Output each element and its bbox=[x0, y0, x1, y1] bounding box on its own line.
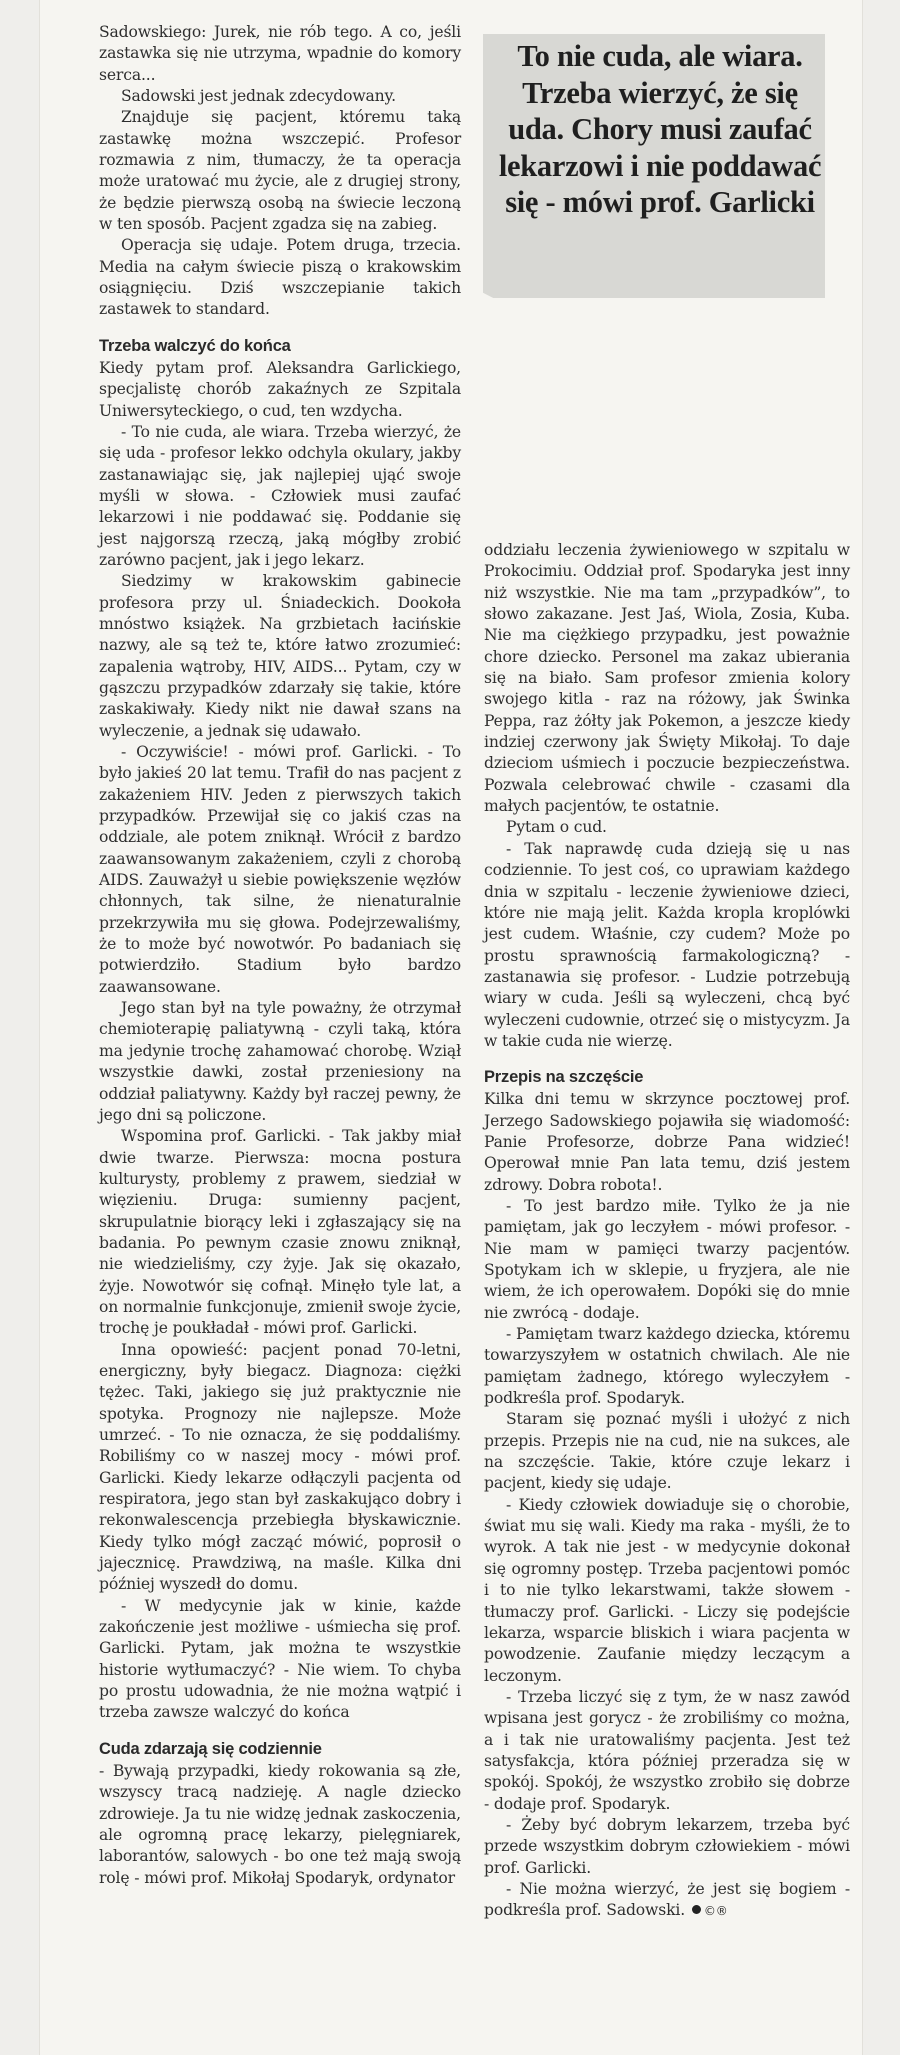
article-paragraph bbox=[484, 1495, 850, 1687]
paragraph-text: - Trzeba liczyć się z tym, że w nasz zawód wpisana jest gorycz - że zrobiliśmy co można, a i tak nie uratowaliśmy pacjenta. Jest też satysfakcja, która później przeradza się w spokój. Spokój, że wszystko zrobiło się dobrze - dodaje prof. Spodaryk. bbox=[484, 1687, 850, 1813]
paragraph-text: Znajduje się pacjent, któremu taką zastawkę można wszczepić. Profesor rozmawia z nim, tłumaczy, że ta operacja może uratować mu życie, ale z drugiej strony, że będzie pierwszą osobą na świecie leczoną w ten sposób. Pacjent zgadza się na zabieg. bbox=[99, 108, 461, 234]
paragraph-text: Sadowskiego: Jurek, nie rób tego. A co, jeśli zastawka się nie utrzyma, wpadnie do komory serca... bbox=[99, 23, 461, 84]
article-paragraph bbox=[484, 1089, 850, 1196]
article-paragraph bbox=[99, 358, 461, 422]
article-paragraph bbox=[99, 1761, 461, 1889]
right-article-column bbox=[484, 540, 850, 1923]
article-paragraph bbox=[99, 571, 461, 742]
article-paragraph bbox=[99, 22, 461, 86]
article-paragraph bbox=[484, 1815, 850, 1879]
paragraph-text: - Bywają przypadki, kiedy rokowania są złe, wszyscy tracą nadzieję. A nagle dziecko zdrowieje. Ja tu nie widzę jednak zaskoczenia, ale ogromną pracę lekarzy, pielęgniarek, laborantów, salowych - bo one też mają swoją rolę - mówi prof. Mikołaj Spodaryk, ordynator bbox=[99, 1761, 461, 1887]
paragraph-text: - Oczywiście! - mówi prof. Garlicki. - To było jakieś 20 lat temu. Trafił do nas pacjent z zakażeniem HIV. Jeden z pierwszych takich przypadków. Przewijał się co jakiś czas na oddziale, ale potem zniknął. Wrócił z bardzo zaawansowanym zakażeniem, czyli z chorobą AIDS. Zauważył u siebie powiększenie węzłów chłonnych, tak silne, że nienaturalnie przekrzywiła mu się głowa. Podejrzewaliśmy, że to może być nowotwór. Po badaniach się potwierdziło. Stadium było bardzo zaawansowane. bbox=[99, 743, 461, 996]
article-paragraph bbox=[484, 1879, 850, 1923]
article-paragraph bbox=[484, 1196, 850, 1324]
article-paragraph bbox=[99, 998, 461, 1126]
left-article-column bbox=[99, 22, 461, 1889]
article-paragraph bbox=[99, 86, 461, 107]
article-paragraph bbox=[99, 235, 461, 320]
paragraph-text: oddziału leczenia żywieniowego w szpitalu w Prokocimiu. Oddział prof. Spodaryka jest inny niż wszystkie. Nie ma tam „przypadków”, to słowo zakazane. Jest Jaś, Wiola, Zosia, Kuba. Nie ma ciężkiego przypadku, jest poważnie chore dziecko. Personel ma zakaz ubierania się na biało. Sam profesor zmienia kolory swojego kitla - raz na różowy, jak Świnka Peppa, raz żółty jak Pokemon, a jeszcze kiedy indziej czerwony jak Święty Mikołaj. To daje dzieciom uśmiech i poczucie bezpieczeństwa. Pozwala celebrować chwile - czasami dla małych pacjentów, te ostatnie. bbox=[484, 541, 850, 816]
section-heading bbox=[99, 335, 461, 357]
section-heading-text: Przepis na szczęście bbox=[484, 1068, 644, 1087]
paragraph-text: Pytam o cud. bbox=[506, 818, 607, 837]
pull-quote: To nie cuda, ale wiara. Trzeba wierzyć, że się uda. Chory musi zaufać lekarzowi i nie poddawać się - mówi prof. Garlicki bbox=[498, 39, 822, 219]
article-paragraph bbox=[99, 107, 461, 235]
paragraph-text: Kilka dni temu w skrzynce pocztowej prof. Jerzego Sadowskiego pojawiła się wiadomość: Panie Profesorze, dobrze Pana widzieć! Operował mnie Pan lata temu, dziś jestem zdrowy. Dobra robota!. bbox=[484, 1090, 850, 1194]
article-paragraph bbox=[484, 540, 850, 817]
paragraph-text: Kiedy pytam prof. Aleksandra Garlickiego, specjalistę chorób zakaźnych ze Szpitala Uniwersyteckiego, o cud, ten wzdycha. bbox=[99, 358, 461, 420]
paragraph-text: - Pamiętam twarz każdego dziecka, któremu towarzyszyłem w ostatnich chwilach. Ale nie pamiętam żadnego, którego wyleczyłem - podkreśla prof. Spodaryk. bbox=[484, 1325, 850, 1408]
article-paragraph bbox=[99, 1596, 461, 1724]
article-paragraph bbox=[484, 1687, 850, 1815]
article-paragraph bbox=[484, 1324, 850, 1409]
paragraph-text: Inna opowieść: pacjent ponad 70-letni, energiczny, były biegacz. Diagnoza: ciężki tężec. Taki, jakiego się już praktycznie nie spotyka. Prognozy nie najlepsze. Może umrzeć. - To nie oznacza, że się poddaliśmy. Robiliśmy co w naszej mocy - mówi prof. Garlicki. Kiedy lekarze odłączyli pacjenta od respiratora, jego stan był zaskakująco dobry i rekonwalescencja przebiegła błyskawicznie. Kiedy tylko mógł zacząć mówić, poprosił o jajecznicę. Prawdziwą, na maśle. Kilka dni później wyszedł do domu. bbox=[99, 1340, 461, 1594]
paragraph-text: - Tak naprawdę cuda dzieją się u nas codziennie. To jest coś, co uprawiam każdego dnia w szpitalu - leczenie żywieniowe dzieci, które nie mają jelit. Każda kropla kroplówki jest cudem. Właśnie, czy cudem? Może po prostu sprawnością farmakologiczną? - zastanawia się profesor. - Ludzie potrzebują wiary w cuda. Jeśli są wyleczeni, chcą być wyleczeni cudownie, otrzeć się o mistycyzm. Ja w takie cuda nie wierzę. bbox=[484, 839, 850, 1050]
article-paragraph bbox=[99, 1340, 461, 1596]
paragraph-text: - W medycynie jak w kinie, każde zakończenie jest możliwe - uśmiecha się prof. Garlicki. Pytam, jak można te wszystkie historie wytłumaczyć? - Nie wiem. To chyba po prostu udowadnia, że nie można wątpić i trzeba zawsze walczyć do końca bbox=[99, 1596, 461, 1722]
article-paragraph bbox=[484, 1409, 850, 1494]
article-paragraph bbox=[99, 1126, 461, 1339]
paragraph-text: Operacja się udaje. Potem druga, trzecia. Media na całym świecie piszą o krakowskim osiągnięciu. Dziś wszczepianie takich zastawek to standard. bbox=[99, 236, 461, 319]
section-heading bbox=[99, 1738, 461, 1760]
section-heading-text: Trzeba walczyć do końca bbox=[99, 336, 291, 355]
paragraph-text: Jego stan był na tyle poważny, że otrzymał chemioterapię paliatywną - czyli taką, która ma jedynie trochę zahamować chorobę. Wziął wszystkie dawki, został przeniesiony na oddział paliatywny. Każdy był raczej pewny, że jego dni są policzone. bbox=[99, 999, 461, 1124]
article-paragraph bbox=[99, 742, 461, 998]
paragraph-text: - To jest bardzo miłe. Tylko że ja nie pamiętam, jak go leczyłem - mówi profesor. - Nie mam w pamięci twarzy pacjentów. Spotykam ich w sklepie, u fryzjera, ale nie wiem, że ich operowałem. Dopóki się do mnie nie zwrócą - dodaje. bbox=[484, 1196, 850, 1322]
article-paragraph bbox=[484, 839, 850, 1052]
paragraph-text: - To nie cuda, ale wiara. Trzeba wierzyć, że się uda - profesor lekko odchyla okulary, jakby zastanawiając się, jak najlepiej ująć swoje myśli w słowa. - Człowiek musi zaufać lekarzowi i nie poddawać się. Poddanie się jest najgorszą rzeczą, jaką mógłby zrobić zarówno pacjent, jak i jego lekarz. bbox=[99, 422, 461, 569]
article-paragraph bbox=[484, 817, 850, 838]
paragraph-text: Siedzimy w krakowskim gabinecie profesora przy ul. Śniadeckich. Dookoła mnóstwo książek. Na grzbietach łacińskie nazwy, ale są też te, które łatwo zrozumieć: zapalenia wątroby, HIV, AIDS... Pytam, czy w gąszczu przypadków zdarzały się takie, które zaskakiwały. Kiedy nikt nie dawał szans na wyleczenie, a jednak się udawało. bbox=[99, 572, 461, 740]
paragraph-text: Wspomina prof. Garlicki. - Tak jakby miał dwie twarze. Pierwsza: mocna postura kulturysty, problemy z prawem, siedział w więzieniu. Druga: sumienny pacjent, skrupulatnie biorący leki i zgłaszający się na badania. Po pewnym czasie znowu zniknął, nie wiedzieliśmy, czy żyje. Jak się okazało, żyje. Nowotwór się cofnął. Minęło tyle lat, a on normalnie funkcjonuje, zmienił swoje życie, trochę je poukładał - mówi prof. Garlicki. bbox=[99, 1127, 461, 1338]
copyright-mark: ©® bbox=[703, 1904, 728, 1919]
paragraph-text: Staram się poznać myśli i ułożyć z nich przepis. Przepis nie na cud, nie na sukces, ale na szczęście. Takie, które czuje lekarz i pacjent, kiedy się udaje. bbox=[484, 1410, 850, 1493]
paragraph-text: - Kiedy człowiek dowiaduje się o chorobie, świat mu się wali. Kiedy ma raka - myśli, że to wyrok. A tak nie jest - w medycynie dokonał się ogromny postęp. Trzeba pacjentowi pomóc i to nie tylko lekarstwami, także słowem - tłumaczy prof. Garlicki. - Liczy się podejście lekarza, wsparcie bliskich i wiara pacjenta w powodzenie. Zaufanie między leczącym a leczonym. bbox=[484, 1495, 850, 1685]
paragraph-text: - Nie można wierzyć, że jest się bogiem - podkreśla prof. Sadowski. bbox=[484, 1879, 850, 1920]
paragraph-text: - Żeby być dobrym lekarzem, trzeba być przede wszystkim dobrym człowiekiem - mówi prof. Garlicki. bbox=[484, 1815, 850, 1877]
end-of-article-icon bbox=[692, 1905, 701, 1914]
article-paragraph bbox=[99, 422, 461, 571]
section-heading bbox=[484, 1066, 850, 1088]
paragraph-text: Sadowski jest jednak zdecydowany. bbox=[121, 87, 396, 106]
section-heading-text: Cuda zdarzają się codziennie bbox=[99, 1739, 322, 1758]
